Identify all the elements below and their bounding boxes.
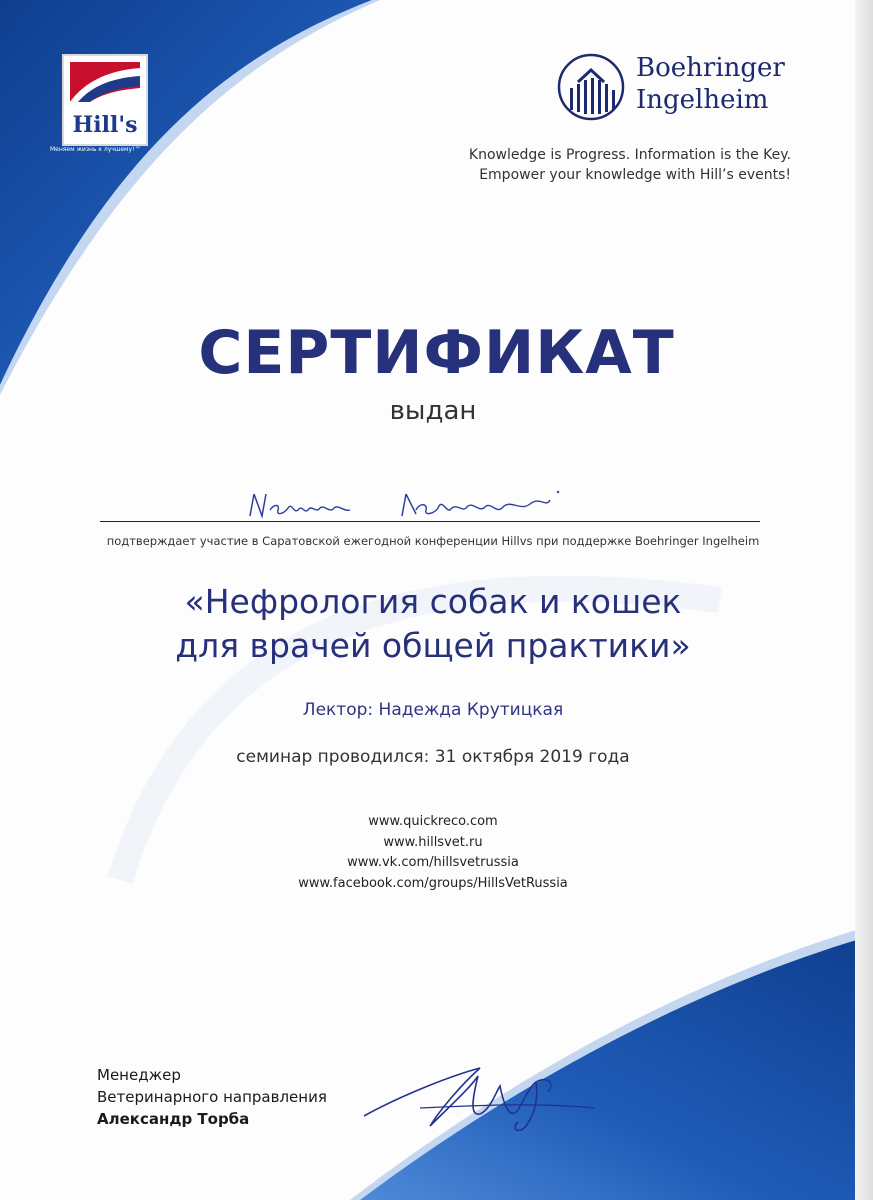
course-title-line2: для врачей общей практики» — [175, 626, 691, 665]
motto-line1: Knowledge is Progress. Information is the Key. — [468, 147, 791, 163]
link-vk[interactable]: www.vk.com/hillsvetrussia — [347, 855, 519, 870]
recipient-name-line — [100, 521, 760, 522]
link-facebook[interactable]: www.facebook.com/groups/HillsVetRussia — [298, 875, 568, 891]
course-title — [0, 580, 866, 668]
manager-signature — [360, 1056, 600, 1136]
hills-logo — [62, 54, 148, 146]
link-quickreco[interactable]: www.quickreco.com — [368, 814, 498, 829]
hills-logo-text: Hill's — [72, 112, 138, 138]
hills-emblem-icon — [64, 56, 146, 144]
manager-role-line1: Менеджер — [97, 1066, 181, 1084]
manager-name: Александр Торба — [97, 1110, 250, 1128]
manager-role-line2: Ветеринарного направления — [97, 1088, 327, 1106]
hills-tagline: Меняем жизнь к лучшему!™ — [50, 146, 141, 153]
bi-name-line1: Boehringer — [636, 53, 785, 83]
link-hillsvet[interactable]: www.hillsvet.ru — [383, 834, 483, 850]
links-list — [0, 812, 866, 894]
issued-label: выдан — [389, 396, 477, 426]
bi-name-line2: Ingelheim — [636, 85, 769, 115]
recipient-handwritten-name — [240, 486, 570, 522]
motto-line2: Empower your knowledge with Hill’s events! — [479, 167, 791, 183]
boehringer-emblem-icon — [556, 52, 626, 122]
seminar-date: семинар проводился: 31 октября 2019 года — [236, 747, 630, 767]
manager-block — [97, 1064, 327, 1130]
course-title-line1: «Нефрология собак и кошек — [184, 582, 682, 621]
motto — [469, 145, 791, 185]
lecturer: Лектор: Надежда Крутицкая — [302, 700, 564, 720]
boehringer-logo-text — [636, 52, 785, 116]
certificate-title: СЕРТИФИКАТ — [198, 318, 675, 388]
participation-confirmation: подтверждает участие в Саратовской ежегодной конференции Hillvs при поддержке Boehringer Ingelheim — [106, 534, 760, 548]
